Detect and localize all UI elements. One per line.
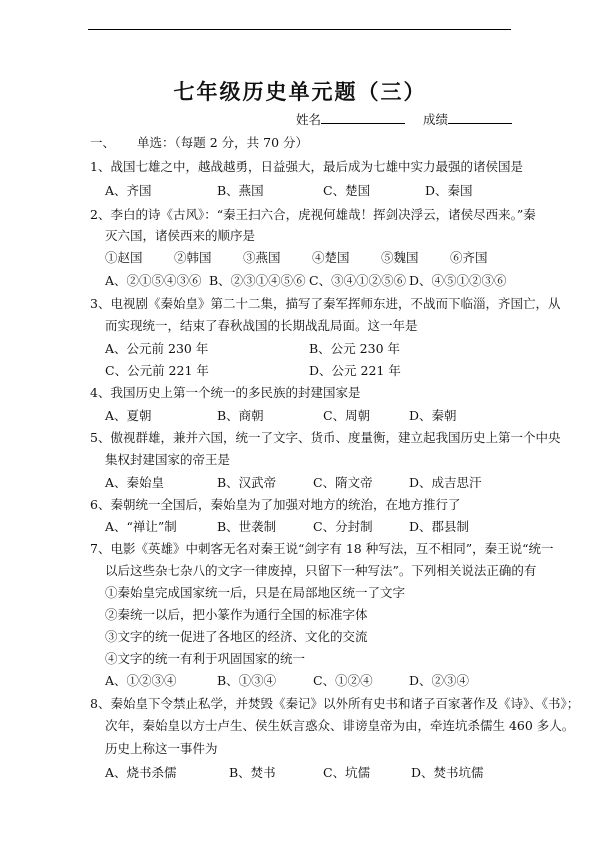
option-c[interactable]: C、③④①②⑤⑥ (309, 273, 407, 288)
question-1-options (90, 183, 510, 199)
option-c[interactable]: C、周朝 (323, 408, 371, 423)
question-5-line-1: 5、傲视群雄，兼并六国，统一了文字、货币、度量衡，建立起我国历史上第一个中央 (90, 430, 561, 445)
item-4: ④楚国 (312, 250, 350, 265)
option-c[interactable]: C、楚国 (323, 183, 371, 198)
option-d[interactable]: D、焚书坑儒 (411, 765, 484, 780)
question-1-line-1: 1、战国七雄之中，越战越勇，日益强大，最后成为七雄中实力最强的诸侯国是 (90, 159, 523, 174)
score-label: 成绩 (422, 112, 448, 127)
question-7-statement-4: ④文字的统一有利于巩固国家的统一 (105, 651, 306, 666)
option-a[interactable]: A、秦始皇 (105, 475, 165, 490)
student-info (296, 110, 512, 128)
option-b[interactable]: B、燕国 (217, 183, 264, 198)
option-b[interactable]: B、商朝 (217, 408, 264, 423)
score-blank[interactable] (448, 110, 512, 124)
option-a[interactable]: A、公元前 230 年 (105, 341, 209, 356)
question-7-line-2: 以后这些杂七杂八的文字一律废掉，只留下一种写法”。下列相关说法正确的有 (105, 563, 537, 578)
question-2-line-1: 2、李白的诗《古风》：“秦王扫六合，虎视何雄哉！挥剑决浮云，诸侯尽西来。”秦 (90, 207, 536, 222)
option-b[interactable]: B、公元 230 年 (309, 341, 400, 356)
question-4-line-1: 4、我国历史上第一个统一的多民族的封建国家是 (90, 385, 361, 400)
option-c[interactable]: C、公元前 221 年 (105, 363, 209, 378)
question-3-line-2: 而实现统一，结束了春秋战国的长期战乱局面。这一年是 (105, 318, 418, 333)
item-3: ③燕国 (243, 250, 281, 265)
section-label: 单选：（每题 2 分，共 70 分） (137, 135, 309, 150)
question-2-line-2: 灭六国，诸侯西来的顺序是 (105, 228, 256, 243)
top-rule (88, 29, 511, 30)
option-b[interactable]: B、世袭制 (217, 519, 277, 534)
option-d[interactable]: D、郡县制 (409, 519, 470, 534)
question-2-items (90, 250, 510, 266)
option-c[interactable]: C、分封制 (313, 519, 373, 534)
item-2: ②韩国 (174, 250, 212, 265)
question-8-line-2: 次年，秦始皇以方士卢生、侯生妖言惑众、诽谤皇帝为由，牵连坑杀儒生 460 多人。 (105, 718, 575, 733)
option-a[interactable]: A、烧书杀儒 (105, 765, 177, 780)
option-c[interactable]: C、隋文帝 (313, 475, 373, 490)
question-6-line-1: 6、秦朝统一全国后，秦始皇为了加强对地方的统治，在地方推行了 (90, 497, 461, 512)
option-d[interactable]: D、秦朝 (409, 408, 457, 423)
question-8-options (90, 765, 510, 781)
option-d[interactable]: D、秦国 (425, 183, 473, 198)
name-label: 姓名 (296, 112, 322, 127)
option-d[interactable]: D、②③④ (409, 673, 470, 688)
question-5-line-2: 集权封建国家的帝王是 (105, 452, 231, 467)
option-c[interactable]: C、坑儒 (323, 765, 371, 780)
question-3-options-row-2 (90, 363, 510, 379)
option-a[interactable]: A、夏朝 (105, 408, 152, 423)
option-a[interactable]: A、①②③④ (105, 673, 177, 688)
name-blank[interactable] (321, 110, 405, 124)
question-3-line-1: 3、电视剧《秦始皇》第二十二集，描写了秦军挥师东进，不战而下临淄，齐国亡，从 (90, 296, 561, 311)
question-7-options (90, 673, 510, 689)
item-1: ①赵国 (105, 250, 143, 265)
question-5-options (90, 475, 510, 491)
question-7-statement-3: ③文字的统一促进了各地区的经济、文化的交流 (105, 629, 368, 644)
item-6: ⑥齐国 (450, 250, 488, 265)
option-d[interactable]: D、成吉思汗 (409, 475, 482, 490)
question-7-statement-1: ①秦始皇完成国家统一后，只是在局部地区统一了文字 (105, 585, 406, 600)
option-a[interactable]: A、齐国 (105, 183, 152, 198)
question-8-line-3: 历史上称这一事件为 (105, 741, 218, 756)
option-b[interactable]: B、②③①④⑤⑥ (209, 273, 306, 288)
question-7-line-1: 7、电影《英雄》中刺客无名对秦王说“剑字有 18 种写法，互不相同”，秦王说“统一 (90, 541, 554, 556)
option-d[interactable]: D、④⑤①②③⑥ (409, 273, 507, 288)
section-header (90, 135, 308, 151)
option-b[interactable]: B、焚书 (229, 765, 276, 780)
option-b[interactable]: B、①③④ (217, 673, 277, 688)
option-a[interactable]: A、②①⑤④③⑥ (105, 273, 202, 288)
question-8-line-1: 8、秦始皇下令禁止私学，并焚毁《秦记》以外所有史书和诸子百家著作及《诗》、《书》； (90, 696, 580, 711)
question-6-options (90, 519, 510, 535)
question-3-options-row-1 (90, 341, 510, 357)
option-c[interactable]: C、①②④ (313, 673, 373, 688)
item-5: ⑤魏国 (381, 250, 419, 265)
option-a[interactable]: A、“禅让”制 (105, 519, 177, 534)
section-number: 一、 (90, 135, 116, 150)
option-b[interactable]: B、汉武帝 (217, 475, 277, 490)
question-2-options (90, 273, 510, 289)
option-d[interactable]: D、公元 221 年 (309, 363, 401, 378)
question-4-options (90, 408, 510, 424)
page-title: 七年级历史单元题（三） (173, 80, 427, 104)
question-7-statement-2: ②秦统一以后，把小篆作为通行全国的标准字体 (105, 607, 368, 622)
